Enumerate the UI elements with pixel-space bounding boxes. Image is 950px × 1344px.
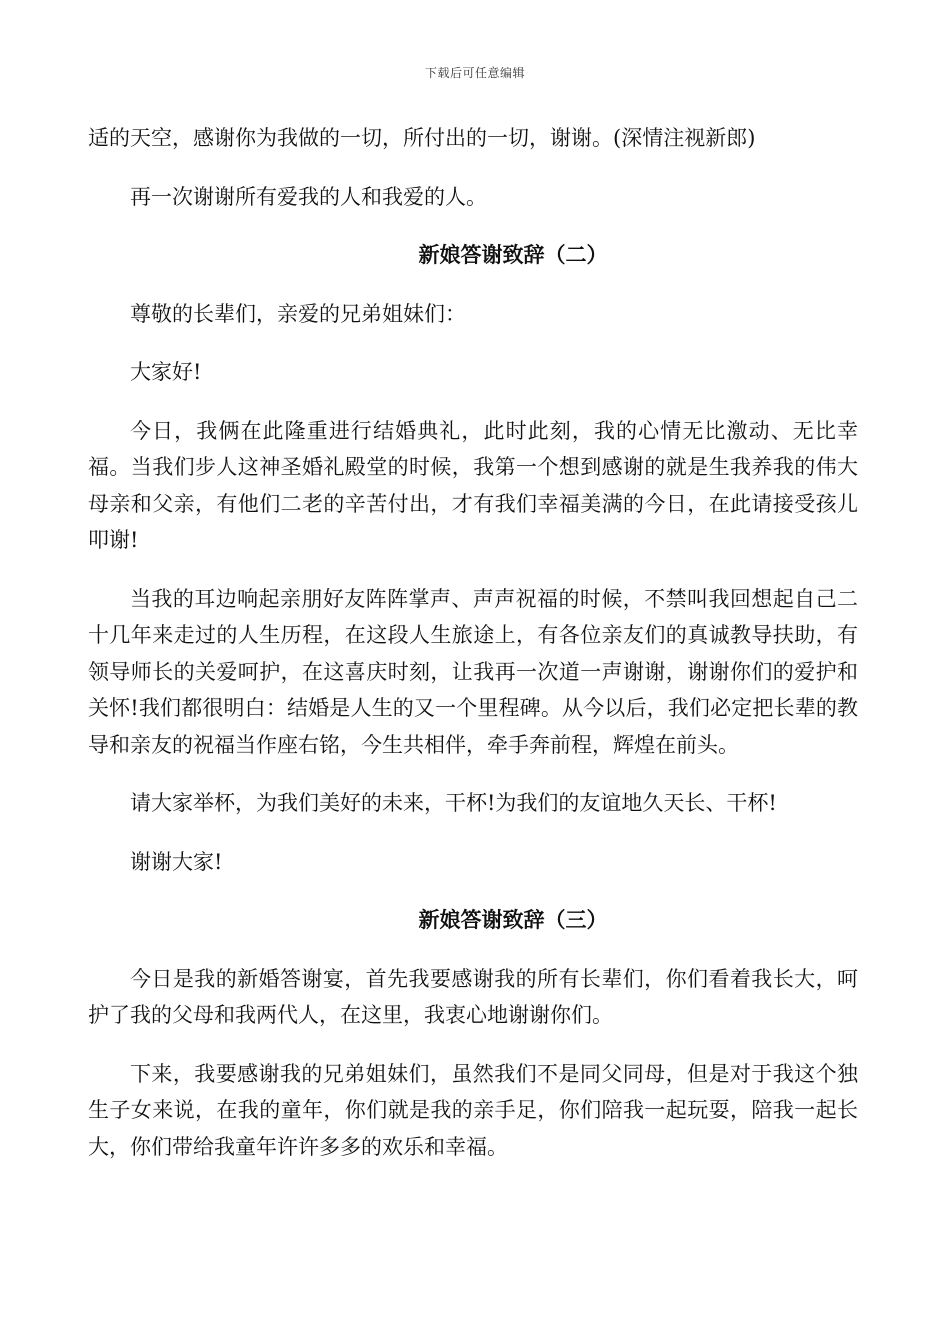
paragraph: 今日，我俩在此隆重进行结婚典礼，此时此刻，我的心情无比激动、无比幸福。当我们步人这神圣婚礼殿堂的时候，我第一个想到感谢的就是生我养我的伟大母亲和父亲，有他们二老的辛苦付出，才有我们幸福美满的今日，在此请接受孩儿叩谢! (88, 418, 858, 552)
paragraph: 再一次谢谢所有爱我的人和我爱的人。 (130, 184, 487, 209)
paragraph: 大家好! (130, 360, 202, 384)
document-body (88, 120, 858, 1187)
paragraph: 尊敬的长辈们，亲爱的兄弟姐妹们： (130, 301, 466, 326)
section-heading: 新娘答谢致辞（三） (418, 907, 608, 932)
paragraph: 当我的耳边响起亲朋好友阵阵掌声、声声祝福的时候，不禁叫我回想起自己二十几年来走过的人生历程，在这段人生旅途上，有各位亲友们的真诚教导扶助，有领导师长的关爱呵护，在这喜庆时刻，让我再一次道一声谢谢，谢谢你们的爱护和关怀!我们都很明白：结婚是人生的又一个里程碑。从今以后，我们必定把长辈的教导和亲友的祝福当作座右铭，今生共相伴，牵手奔前程，辉煌在前头。 (88, 586, 858, 757)
paragraph: 谢谢大家! (130, 849, 223, 874)
header-note: 下载后可任意编辑 (424, 66, 525, 80)
paragraph: 请大家举杯，为我们美好的未来，干杯!为我们的友谊地久天长、干杯! (130, 791, 777, 815)
paragraph: 适的天空，感谢你为我做的一切，所付出的一切，谢谢。(深情注视新郎) (88, 126, 756, 150)
paragraph: 今日是我的新婚答谢宴，首先我要感谢我的所有长辈们，你们看着我长大，呵护了我的父母和我两代人，在这里，我衷心地谢谢你们。 (88, 966, 858, 1027)
paragraph: 下来，我要感谢我的兄弟姐妹们，虽然我们不是同父同母，但是对于我这个独生子女来说，在我的童年，你们就是我的亲手足，你们陪我一起玩耍，陪我一起长大，你们带给我童年许许多多的欢乐和幸福。 (88, 1061, 858, 1159)
section-heading: 新娘答谢致辞（二） (418, 242, 608, 267)
